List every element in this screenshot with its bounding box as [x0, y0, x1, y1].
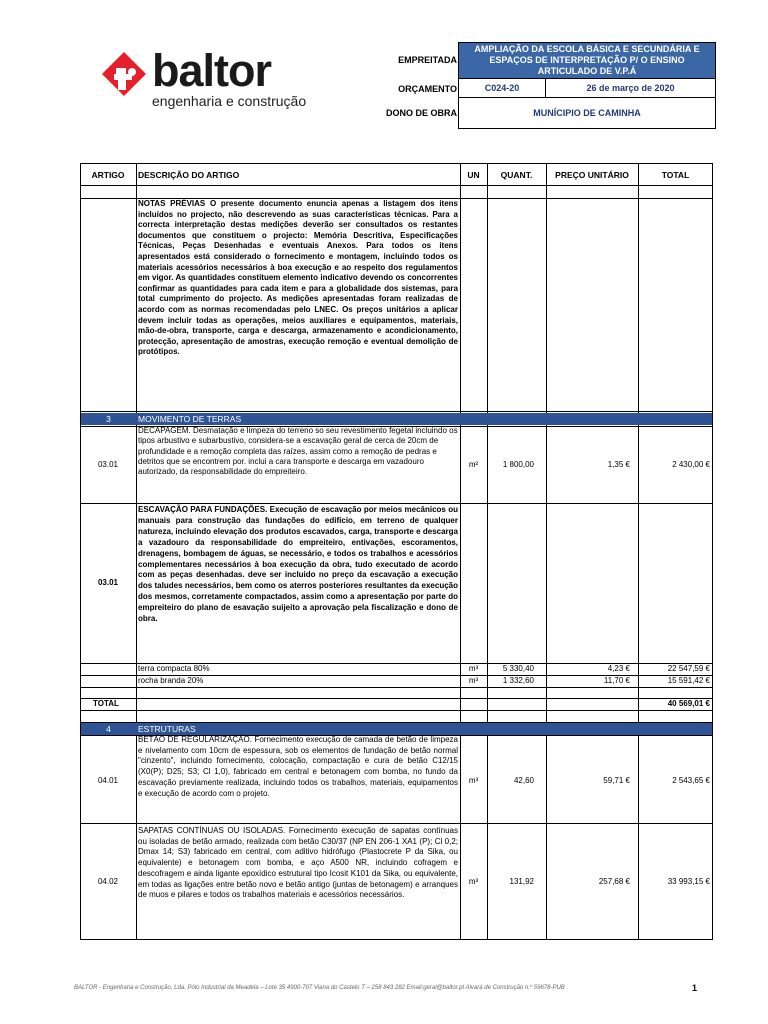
- quantity: 5 330,40: [502, 664, 534, 673]
- row-divider: [80, 698, 713, 699]
- footer-company-info: BALTOR - Engenharia e Construção, Lda. Pólo Industrial da Meadela – Lote 35 4900-707 Viana do Castelo T – 258 843 282 Email:geral@baltor.pt Alvará de Construção n.º 59678-PUB: [74, 985, 565, 991]
- orcamento-code: C024-20: [458, 78, 546, 98]
- quantity: 1 332,60: [502, 676, 534, 685]
- dono-obra-label: DONO DE OBRA: [385, 108, 457, 118]
- unit-price: 59,71 €: [603, 776, 630, 785]
- row-divider: [80, 823, 713, 824]
- unit-price: 11,70 €: [603, 676, 630, 685]
- col-header-descricao: DESCRIÇÃO DO ARTIGO: [138, 170, 240, 180]
- row-divider: [80, 185, 713, 186]
- row-divider: [80, 411, 713, 412]
- unit: m³: [468, 776, 479, 785]
- section-4-number: 4: [106, 724, 111, 734]
- artigo-code: 03.01: [97, 460, 119, 469]
- line-total: 33 993,15 €: [667, 877, 710, 886]
- row-divider: [80, 710, 713, 711]
- article-description: SAPATAS CONTÍNUAS OU ISOLADAS. Fornecimento execução de sapatas contínuas ou isoladas de betão armado, realizada com betão C30/37 (NP EN 206-1 XA1 (P); Cl 0,2; Dmax 14; S3) fabricado em central, com aditivo hidrófugo (Plastocrete P da Sika, ou equivalente) e betonagem com bomba, e aço A500 NR, incluindo cofragem e descofragem e ainda ligante epoxídico estrutural tipo Icosit K101 da Sika, ou equivalente, em todas as ligações entre betão novo e betão antigo (juntas de betonagem) e arranques de muos e pilares e todos os trabalhos materiais e acessórios necessários.: [138, 826, 458, 900]
- total-label: TOTAL: [93, 699, 119, 708]
- orcamento-date: 26 de março de 2020: [545, 78, 716, 98]
- line-total: 15 591,42 €: [667, 676, 710, 685]
- unit: m²: [468, 460, 479, 469]
- unit-price: 257,68 €: [598, 877, 630, 886]
- col-header-total: TOTAL: [661, 170, 690, 180]
- row-divider: [80, 503, 713, 504]
- col-header-un: UN: [467, 170, 480, 180]
- quantity: 42,60: [513, 776, 534, 785]
- dono-obra-value: MUNÍCIPIO DE CAMINHA: [458, 97, 716, 129]
- unit-price: 4,23 €: [607, 664, 630, 673]
- notas-previas: NOTAS PRÉVIAS O presente documento enuncia apenas a listagem dos itens incluídos no projecto, não descrevendo as suas características técnicas. Para a correcta interpretação destas medições deverão ser consultados os restantes documentos que constituem o projecto: Memória Descritiva, Especificações Técnicas, Peças Desenhadas e eventuais Anexos. Para todos os itens apresentados está considerado o fornecimento e montagem, incluindo todos os materiais acessórios necessários à boa execução e ao respeito dos regulamentos em vigor. As quantidades constituem elemento indicativo devendo os concorrentes confirmar as quantidades para cada item e para a globalidade dos sistemas, para total cumprimento do projecto. As medições apresentadas foram realizadas de acordo com as normas recomendadas pelo LNEC. Os preços unitários a aplicar devem incluir todas as operações, meios auxiliares e equipamentos, materiais, mão-de-obra, transporte, carga e descarga, armazenamento e acondicionamento, protecção, apresentação de amostras, execução remoção e eventual demolição de protótipos.: [138, 199, 458, 357]
- col-header-preco: PREÇO UNITÁRIO: [555, 170, 629, 180]
- artigo-code: 04.01: [97, 776, 119, 785]
- quantity: 1 800,00: [502, 460, 534, 469]
- section-3-number: 3: [106, 414, 111, 424]
- article-description: ESCAVAÇÃO PARA FUNDAÇÕES. Execução de escavação por meios mecânicos ou manuais para construção das fundações do edifício, em terreno de qualquer natureza, incluindo elevação dos produtos escavados, carga, transporte e descarga a vazadouro da responsabilidade do empreiteiro, entivações, escoramentos, drenagens, bombagem de águas, se necessário, e todos os trabalhos e acessórios complementares necessários à boa execução da obra, tudo executado de acordo com as peças desenhadas. deve ser incluido no preço da escavação a execução dos taludes necessários, bem como os aterros posteriores resultantes da execução dos mesmos, corretamente compactados, assim como a apresentação por parte do empreiteiro do plano de esavação suijeito a aprovação pela fiscalização e dono de obra.: [138, 505, 458, 624]
- section-3-bar: [81, 413, 712, 425]
- orcamento-label: ORÇAMENTO: [398, 84, 457, 94]
- line-total: 2 430,00 €: [672, 460, 710, 469]
- unit-price: 1,35 €: [607, 460, 630, 469]
- subitem-description: terra compacta 80%: [138, 664, 210, 673]
- section-3-title: MOVIMENTO DE TERRAS: [138, 414, 242, 424]
- unit: m³: [468, 877, 479, 886]
- artigo-code: 04.02: [97, 877, 119, 886]
- subitem-description: rocha branda 20%: [138, 676, 204, 685]
- col-header-quant: QUANT.: [500, 170, 533, 180]
- article-description: DECAPAGEM. Desmatação e limpeza do terreno so seu revestimento fegetal incluindo os tipos arbustivo e subarbustivo, considera-se a escavação geral de cerca de 20cm de profundidade e a remoção completa das raízes, assim como a remoção de pedras e detritos que se encontrem por. inclui a cara transporte e descarga em vazadouro autorizado, da responsabilidade do empreiteiro.: [138, 426, 458, 477]
- article-description: BETÃO DE REGULARIZAÇÃO. Fornecimento execução de camada de betão de limpeza e nivelamento com 10cm de espessura, sob os elementos de fundação de betão normal "cinzento", incluindo fornecimento, colocação, compactação e cura de betão C12/15 (X0(P); D25; S3; Cl 1,0), fabricado em central e betonagem com bomba, no fundo da escavação previamente realizada, incluindo todos os trabalhos, materiais, equipamentos e execução de acordo com o projeto.: [138, 735, 458, 798]
- empreitada-value: AMPLIAÇÃO DA ESCOLA BÁSICA E SECUNDÁRIA E ESPAÇOS DE INTERPRETAÇÃO P/ O ENSINO ARTICULADO DE V.P.Á: [458, 42, 716, 79]
- logo-subtitle: engenharia e construção: [152, 93, 307, 109]
- section-total: 40 569,01 €: [667, 699, 710, 708]
- col-header-artigo: ARTIGO: [91, 170, 125, 180]
- unit: m³: [468, 664, 479, 673]
- section-4-bar: [81, 723, 712, 735]
- line-total: 22 547,59 €: [667, 664, 710, 673]
- logo-wordmark: baltor: [152, 45, 272, 96]
- empreitada-label: EMPREITADA: [398, 55, 457, 65]
- baltor-logo-icon: [96, 48, 156, 110]
- line-total: 2 543,65 €: [672, 776, 710, 785]
- quantity: 131,92: [509, 877, 534, 886]
- row-divider: [80, 687, 713, 688]
- artigo-code: 03.01: [97, 578, 119, 587]
- page-number: 1: [692, 983, 698, 993]
- unit: m³: [468, 676, 479, 685]
- section-4-title: ESTRUTURAS: [138, 724, 196, 734]
